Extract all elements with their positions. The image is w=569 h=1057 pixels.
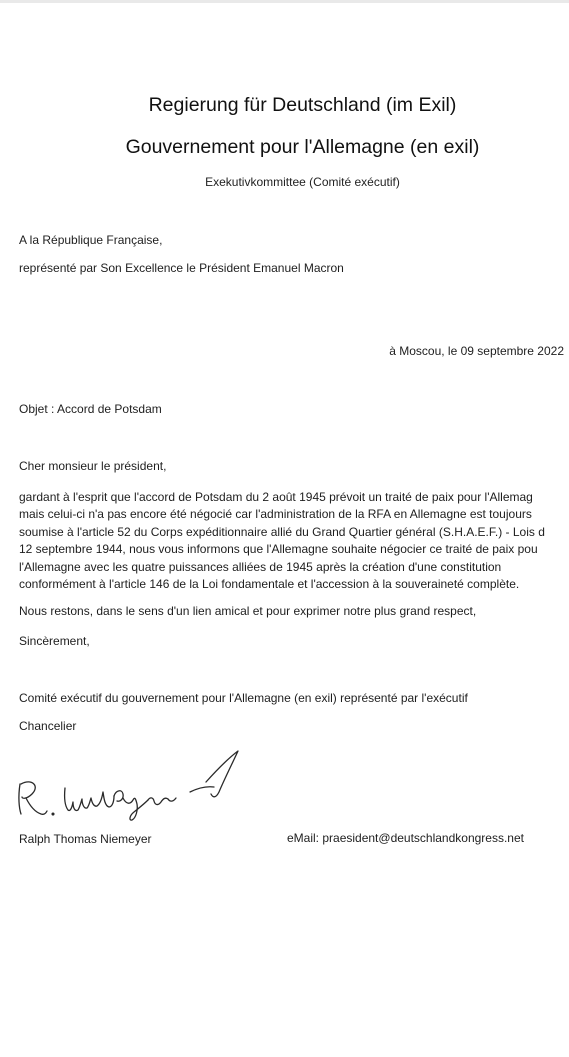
subject-line: Objet : Accord de Potsdam <box>19 402 162 416</box>
role-chancelier: Chancelier <box>19 719 77 733</box>
signer-name: Ralph Thomas Niemeyer <box>19 832 152 846</box>
sign-off: Sincèrement, <box>19 634 90 648</box>
date-line: à Moscou, le 09 septembre 2022 <box>389 344 564 358</box>
title-german: Regierung für Deutschland (im Exil) <box>148 94 457 116</box>
email-address: eMail: praesident@deutschlandkongress.net <box>287 831 524 845</box>
recipient-line-2: représenté par Son Excellence le Président Emanuel Macron <box>19 261 344 275</box>
body-line: gardant à l'esprit que l'accord de Potsdam du 2 août 1945 prévoit un traité de paix pour l'Allemag <box>19 490 533 504</box>
salutation: Cher monsieur le président, <box>19 459 167 473</box>
body-line: mais celui-ci n'a pas encore été négocié car l'administration de la RFA en Allemagne est toujours <box>19 507 532 522</box>
body-line: l'Allemagne avec les quatre puissances alliées de 1945 après la création d'une constitution <box>19 559 502 574</box>
subtitle-committee: Exekutivkommittee (Comité exécutif) <box>205 175 400 189</box>
body-line: soumise à l'article 52 du Corps expéditionnaire allié du Grand Quartier général (S.H.A.E.F.) - Lois d <box>19 524 545 539</box>
body-line: conformément à l'article 146 de la Loi fondamentale et l'accession à la souveraineté complète. <box>19 577 520 592</box>
top-border <box>0 0 569 3</box>
recipient-line-1: A la République Française, <box>19 233 163 247</box>
committee-line: Comité exécutif du gouvernement pour l'Allemagne (en exil) représenté par l'exécutif <box>19 691 468 705</box>
handwritten-signature <box>10 742 250 822</box>
closing-line: Nous restons, dans le sens d'un lien amical et pour exprimer notre plus grand respect, <box>19 604 477 618</box>
body-paragraph <box>19 489 569 593</box>
body-line: 12 septembre 1944, nous vous informons que l'Allemagne souhaite négocier ce traité de paix pou <box>19 542 538 557</box>
title-french: Gouvernement pour l'Allemagne (en exil) <box>125 136 480 158</box>
